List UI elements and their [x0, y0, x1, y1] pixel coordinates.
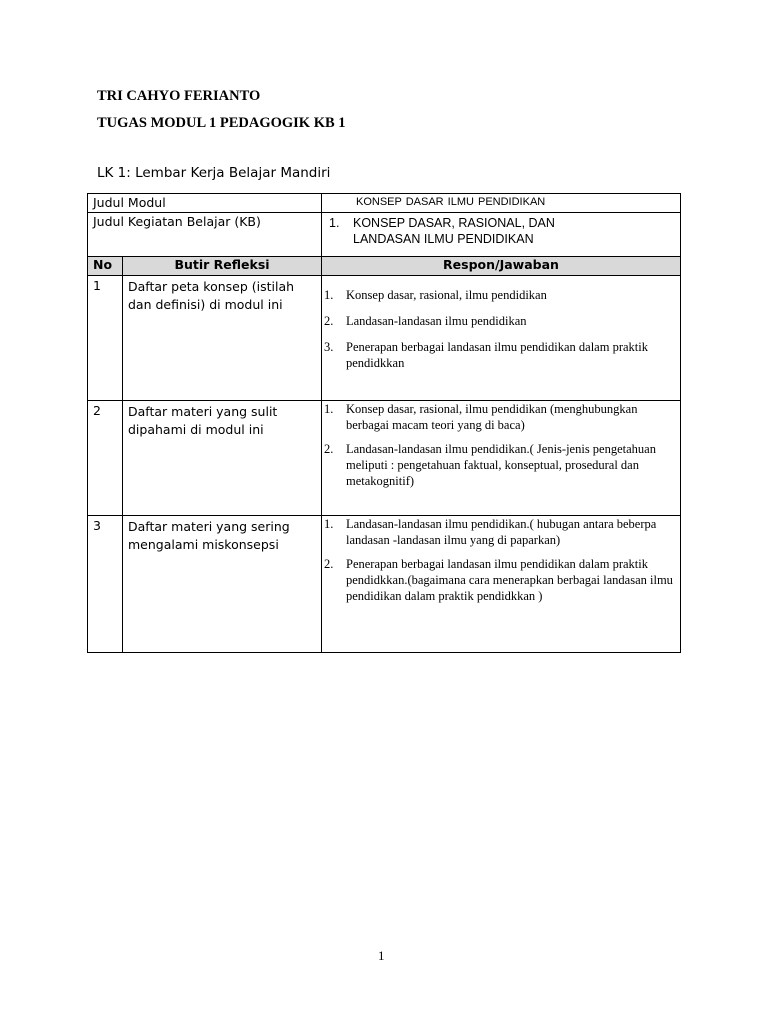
list-item [322, 401, 674, 433]
header-respon: Respon/Jawaban [322, 257, 681, 276]
header-butir: Butir Refleksi [123, 257, 322, 276]
page-number: 1 [378, 948, 385, 963]
kb-value [322, 213, 681, 257]
row-number: 1 [88, 276, 123, 401]
row-butir: Daftar materi yang sulit dipahami di modul ini [123, 401, 322, 516]
item-text: Penerapan berbagai landasan ilmu pendidikan dalam praktik pendidkkan.(bagaimana cara menerapkan berbagai landasan ilmu pendidikan dalam praktik pendidkkan ) [346, 557, 673, 603]
kb-label: Judul Kegiatan Belajar (KB) [88, 213, 322, 257]
row-responses [322, 276, 681, 401]
row-butir: Daftar materi yang sering mengalami miskonsepsi [123, 516, 322, 653]
kb-row [88, 213, 681, 257]
module-value: KONSEP DASAR ILMU PENDIDIKAN [322, 194, 681, 213]
item-number: 1. [324, 288, 334, 302]
worksheet-title: LK 1: Lembar Kerja Belajar Mandiri [97, 165, 331, 181]
item-text: Landasan-landasan ilmu pendidikan.( Jenis-jenis pengetahuan meliputi : pengetahuan faktual, konseptual, prosedural dan metakognitif) [346, 442, 656, 488]
table-header-row [88, 257, 681, 276]
item-text: Landasan-landasan ilmu pendidikan.( hubugan antara beberpa landasan -landasan ilmu yang di paparkan) [346, 517, 657, 547]
item-number: 2. [324, 557, 334, 571]
item-number: 1. [324, 517, 334, 531]
table-row [88, 276, 681, 401]
list-item [322, 516, 674, 548]
item-text: Konsep dasar, rasional, ilmu pendidikan [346, 288, 547, 302]
item-text: Landasan-landasan ilmu pendidikan [346, 314, 527, 328]
item-number: 2. [324, 442, 334, 456]
item-number: 3. [324, 340, 334, 354]
item-number: 1. [324, 402, 334, 416]
assignment-title: TUGAS MODUL 1 PEDAGOGIK KB 1 [97, 115, 346, 131]
table-row [88, 516, 681, 653]
item-text: Konsep dasar, rasional, ilmu pendidikan (menghubungkan berbagai macam teori yang di baca) [346, 402, 638, 432]
item-number: 2. [324, 314, 334, 328]
worksheet-table [87, 193, 681, 653]
list-item [322, 313, 674, 329]
row-responses [322, 401, 681, 516]
row-butir: Daftar peta konsep (istilah dan definisi) di modul ini [123, 276, 322, 401]
header-no: No [88, 257, 123, 276]
kb-line1: KONSEP DASAR, RASIONAL, DAN [353, 216, 555, 230]
item-text: Penerapan berbagai landasan ilmu pendidikan dalam praktik pendidkkan [346, 340, 648, 370]
kb-line2: LANDASAN ILMU PENDIDIKAN [353, 232, 534, 246]
row-number: 3 [88, 516, 123, 653]
list-item [322, 287, 674, 303]
kb-number: 1. [329, 216, 340, 230]
module-row [88, 194, 681, 213]
author-name: TRI CAHYO FERIANTO [97, 88, 261, 104]
row-number: 2 [88, 401, 123, 516]
list-item [322, 339, 674, 371]
list-item [322, 441, 674, 489]
module-label: Judul Modul [88, 194, 322, 213]
table-row [88, 401, 681, 516]
row-responses [322, 516, 681, 653]
list-item [322, 556, 674, 604]
